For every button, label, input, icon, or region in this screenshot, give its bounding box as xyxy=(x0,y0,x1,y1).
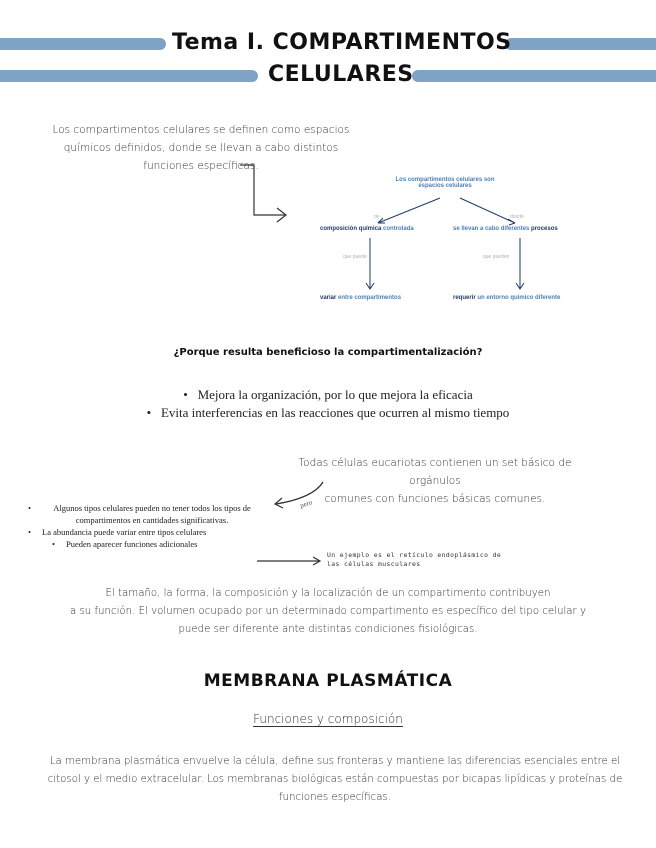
page-title-line2: CELULARES xyxy=(268,62,414,87)
exception-item-1: • Algunos tipos celulares pueden no tener todos los tipos de compartimentos en cantidades significativas. xyxy=(28,503,251,525)
diagram-label-de: de xyxy=(374,214,380,220)
diagram-connectors xyxy=(320,185,600,305)
benefit-item-1: • Mejora la organización, por lo que mejora la eficacia xyxy=(183,387,473,402)
header-bar-right-top xyxy=(505,38,656,50)
membrane-paragraph: La membrana plasmática envuelve la célula, define sus fronteras y mantiene las diferencias esenciales entre el citosol y el medio extracelular. Los membranas biológicas están compuestas por bicapas lipídicas y proteínas de funciones específicas. xyxy=(47,756,623,803)
bullet-icon: • xyxy=(146,405,161,420)
exceptions-list xyxy=(28,502,268,550)
header-bar-left-bottom xyxy=(0,70,258,82)
diagram-label-donde: donde xyxy=(510,214,524,220)
intro-arrow xyxy=(230,160,300,230)
exception-sub-item: • Pueden aparecer funciones adicionales xyxy=(52,539,198,549)
diagram-right-leaf: requerir un entorno químico diferente xyxy=(453,295,561,301)
example-note: Un ejemplo es el retículo endoplásmico de las células musculares xyxy=(327,551,502,568)
diagram-left-node: composición química controlada xyxy=(320,226,414,232)
bullet-icon: • xyxy=(28,527,31,537)
bullet-icon: • xyxy=(52,539,55,549)
example-arrow xyxy=(255,555,323,567)
header-bar-right-bottom xyxy=(412,70,656,82)
pero-arrow xyxy=(268,478,328,510)
page-title-line1: Tema I. COMPARTIMENTOS xyxy=(172,30,512,55)
benefit-item-2: • Evita interferencias en las reacciones que ocurren al mismo tiempo xyxy=(146,405,510,420)
membrane-heading: MEMBRANA PLASMÁTICA xyxy=(203,671,453,691)
intro-text: Los compartimentos celulares se definen como espacios químicos definidos, donde se llevan a cabo distintos funciones específicas. xyxy=(52,124,350,172)
bullet-icon: • xyxy=(28,503,31,513)
eukaryotes-note: Todas células eucariotas contienen un set básico de orgánulos comunes con funciones básicas comunes. xyxy=(298,457,572,505)
diagram-right-node: se llevan a cabo diferentes procesos xyxy=(453,226,558,232)
diagram-label-que-pueden: que pueden xyxy=(483,254,510,260)
diagram-root: Los compartimentos celulares son espacios celulares xyxy=(395,177,495,189)
pero-label: pero xyxy=(299,498,314,510)
benefits-list xyxy=(0,386,656,422)
exception-item-2: • La abundancia puede variar entre tipos celulares xyxy=(28,527,207,537)
question-heading: ¿Porque resulta beneficioso la compartimentalización? xyxy=(173,347,483,358)
diagram-label-que-puede: que puede xyxy=(343,254,367,260)
header-bar-left-top xyxy=(0,38,166,50)
size-paragraph: El tamaño, la forma, la composición y la localización de un compartimento contribuyen a su función. El volumen ocupado por un determinado compartimento es específico del tipo celular y puede ser diferente ante distintas condiciones fisiológicas. xyxy=(69,588,587,635)
bullet-icon: • xyxy=(183,387,198,402)
diagram-left-leaf: variar entre compartimentos xyxy=(320,295,402,301)
membrane-subheading: Funciones y composición xyxy=(253,712,403,726)
